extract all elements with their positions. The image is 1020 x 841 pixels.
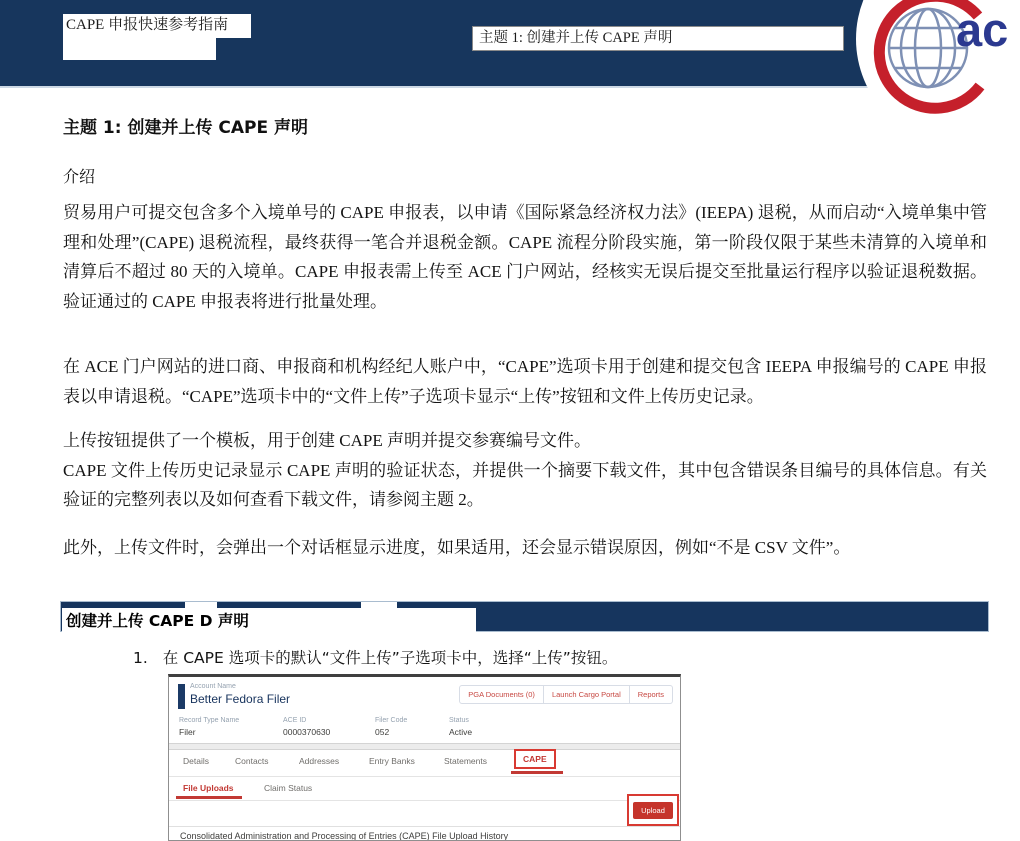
file-upload-history-title: Consolidated Administration and Processing of Entries (CAPE) File Upload History [180, 831, 509, 841]
upload-template-line: 上传按钮提供了一个模板，用于创建 CAPE 声明并提交参赛编号文件。 [63, 431, 591, 450]
section-header-bar [60, 601, 989, 632]
step-number: 1. [133, 649, 148, 667]
intro-label: 介绍 [63, 167, 96, 186]
subtab-file-uploads[interactable]: File Uploads [183, 783, 234, 793]
field-record-type: Record Type Name Filer [179, 717, 240, 737]
cape-tab-paragraph: 在 ACE 门户网站的进口商、申报商和机构经纪人账户中，“CAPE”选项卡用于创建和提交包含 IEEPA 申报编号的 CAPE 申报表以申请退税。“CAPE”选项卡中的“文件上传”子选项卡显示“上传”按钮和文件上传历史记录。 [63, 357, 987, 406]
doc-title: CAPE 申报快速参考指南 [63, 14, 251, 38]
divider [169, 800, 680, 801]
ace-logo [860, 0, 1020, 117]
section-title: 创建并上传 CAPE D 声明 [62, 608, 476, 632]
field-ace-id: ACE ID 0000370630 [283, 717, 331, 737]
tab-statements[interactable]: Statements [444, 756, 487, 766]
subtab-claim-status[interactable]: Claim Status [264, 783, 313, 793]
intro-paragraph: 贸易用户可提交包含多个入境单号的 CAPE 申报表，以申请《国际紧急经济权力法》(IEEPA) 退税，从而启动“入境单集中管理和处理”(CAPE) 退税流程，最终获得一笔合并退税金额。CAPE 流程分阶段实施，第一阶段仅限于某些未清算的入境单和清算后不超过 80 天的入境单。CAPE 申报表需上传至 ACE 门户网站，经核实无误后提交至批量运行程序以验证退税数据。验证通过的 CAPE 申报表将进行批量处理。 [63, 203, 987, 311]
divider [169, 826, 680, 827]
account-name-label: Account Name [190, 683, 236, 690]
file-uploads-active-underline [176, 796, 242, 799]
tab-addresses[interactable]: Addresses [299, 756, 340, 766]
upload-button[interactable]: Upload [633, 802, 673, 819]
field-filer-code: Filer Code 052 [375, 717, 408, 737]
account-name-value: Better Fedora Filer [190, 692, 291, 706]
ace-portal-screenshot [168, 674, 681, 841]
header-button-group [459, 685, 673, 704]
account-chip [178, 684, 185, 709]
topic-banner: 主题 1: 创建并上传 CAPE 声明 [472, 26, 844, 51]
upload-info-paragraph [63, 426, 987, 515]
tab-cape-annotated[interactable]: CAPE [514, 749, 556, 769]
tab-details[interactable]: Details [183, 756, 209, 766]
reports-button[interactable]: Reports [630, 685, 673, 704]
divider [169, 776, 680, 777]
step-text: 在 CAPE 选项卡的默认“文件上传”子选项卡中，选择“上传”按钮。 [162, 649, 618, 667]
launch-cargo-portal-button[interactable]: Launch Cargo Portal [544, 685, 630, 704]
field-status: Status Active [449, 717, 473, 737]
upload-annotation-box [627, 794, 679, 826]
step-1 [133, 646, 617, 668]
divider [169, 743, 680, 750]
dialog-paragraph: 此外，上传文件时，会弹出一个对话框显示进度，如果适用，还会显示错误原因，例如“不是 CSV 文件”。 [63, 538, 851, 557]
status-badge: Active [449, 727, 473, 737]
page-title: 主题 1: 创建并上传 CAPE 声明 [63, 118, 309, 138]
upload-history-line: CAPE 文件上传历史记录显示 CAPE 声明的验证状态，并提供一个摘要下载文件，其中包含错误条目编号的具体信息。有关验证的完整列表以及如何查看下载文件，请参阅主题 2。 [63, 460, 987, 509]
pga-documents-button[interactable]: PGA Documents (0) [459, 685, 544, 704]
tab-contacts[interactable]: Contacts [235, 756, 269, 766]
cape-active-underline [511, 771, 563, 774]
ace-logo-text: ac [956, 3, 1009, 56]
account-fields [179, 717, 472, 737]
redaction-box [63, 38, 216, 60]
tab-entry-banks[interactable]: Entry Banks [369, 756, 415, 766]
